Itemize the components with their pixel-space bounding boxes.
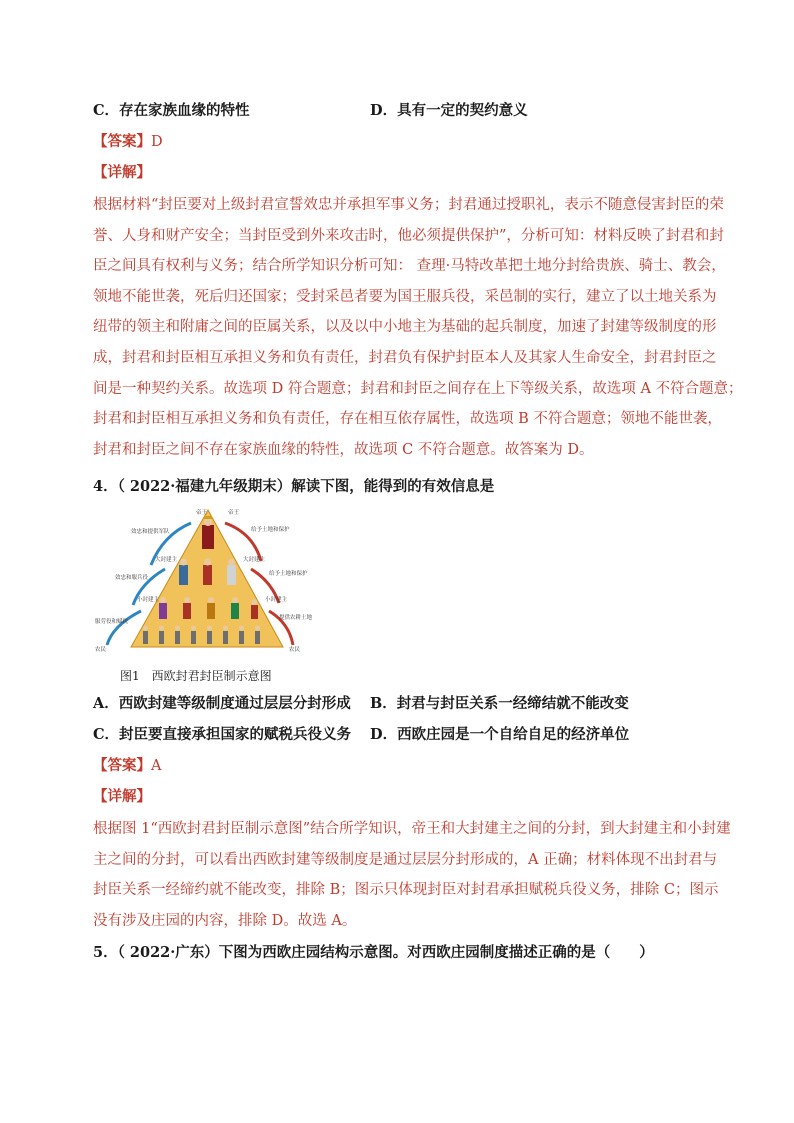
level-label: 大封建主 [155,557,178,563]
q5-stem: 5．（ 2022·广东）下图为西欧庄园结构示意图。对西欧庄园制度描述正确的是（ ） [93,944,654,961]
answer-tag: 【答案】 [93,757,151,774]
level-label: 农民 [289,647,301,653]
q3-detail-tag: 【详解】 [93,164,151,181]
figure-caption: 图1 西欧封君封臣制示意图 [120,669,272,683]
level-label: 帝王 [228,510,240,516]
q3-option-d: D．具有一定的契约意义 [370,102,528,119]
level-label: 大封建主 [243,557,266,563]
q4-detail-line: 主之间的分封，可以看出西欧封建等级制度是通过层层分封形成的，A 正确；材料体现不出封君与 [93,851,718,868]
feudal-pyramid-svg [93,505,313,680]
q3-detail-line: 封君和封臣之间不存在家族血缘的特性，故选项 C 不符合题意。故答案为 D。 [93,441,594,458]
q3-detail-line: 成，封君和封臣相互承担义务和负有责任，封君负有保护封臣本人及其家人生命安全，封君封臣之 [93,349,717,366]
q4-option-a: A．西欧封建等级制度通过层层分封形成 [93,695,351,712]
q4-option-b: B．封君与封臣关系一经缔结就不能改变 [370,695,629,712]
level-label: 小封建主 [137,597,160,603]
left-relation-label: 效忠和提供军队 [131,529,170,535]
q4-detail-paragraph [93,814,731,936]
q3-option-c: C．存在家族血缘的特性 [93,102,250,119]
answer-value: A [151,758,162,774]
q4-option-d: D．西欧庄园是一个自给自足的经济单位 [370,726,630,743]
level-label: 小封建主 [265,597,288,603]
level-label: 农民 [95,647,107,653]
q3-detail-line: 纽带的领主和附庸之间的臣属关系，以及以中小地主为基础的起兵制度，加速了封建等级制度的形 [93,319,717,336]
q3-detail-line: 封君和封臣相互承担义务和负有责任，存在相互依存属性，故选项 B 不符合题意；领地不能世袭， [93,411,722,428]
left-relation-label: 效忠和服兵役 [115,575,149,581]
q4-detail-line: 根据图 1“西欧封君封臣制示意图”结合所学知识，帝王和大封建主之间的分封，到大封建主和小封建 [93,821,731,837]
q4-answer [93,757,161,775]
feudal-pyramid-figure [93,505,313,680]
q4-stem: 4．（ 2022·福建九年级期末）解读下图，能得到的有效信息是 [93,478,495,495]
q3-detail-line: 誉、人身和财产安全；当封臣受到外来攻击时，他必须提供保护”，分析可知：材料反映了封君和封 [93,227,724,244]
level-label: 帝王 [196,510,208,516]
q4-option-c: C．封臣要直接承担国家的赋税兵役义务 [93,726,352,743]
q3-detail-line: 领地不能世袭，死后归还国家；受封采邑者要为国王服兵役，采邑制的实行，建立了以土地关系为 [93,288,717,305]
q3-detail-line: 间是一种契约关系。故选项 D 符合题意；封君和封臣之间存在上下等级关系，故选项 A 不符合题意； [93,380,743,397]
q4-detail-tag: 【详解】 [93,788,151,805]
q3-detail-paragraph [93,190,743,465]
q4-detail-line: 没有涉及庄园的内容，排除 D。故选 A。 [93,912,357,929]
q3-answer [93,133,163,151]
q3-detail-line: 根据材料“封臣要对上级封君宣誓效忠并承担军事义务；封君通过授职礼，表示不随意侵害封臣的荣 [93,197,724,213]
q4-detail-line: 封臣关系一经缔约就不能改变，排除 B；图示只体现封臣对封君承担赋税兵役义务，排除 C；图示 [93,882,719,899]
left-relation-label: 服劳役和赋税 [95,619,129,625]
right-relation-label: 给予土地和保护 [269,571,308,577]
answer-tag: 【答案】 [93,133,151,150]
q3-detail-line: 臣之间具有权利与义务；结合所学知识分析可知： 查理·马特改革把土地分封给贵族、骑士、教会， [93,258,726,275]
answer-value: D [151,134,163,150]
right-relation-label: 给予土地和保护 [251,527,290,533]
right-relation-label: 提供农耕土地 [279,615,313,621]
